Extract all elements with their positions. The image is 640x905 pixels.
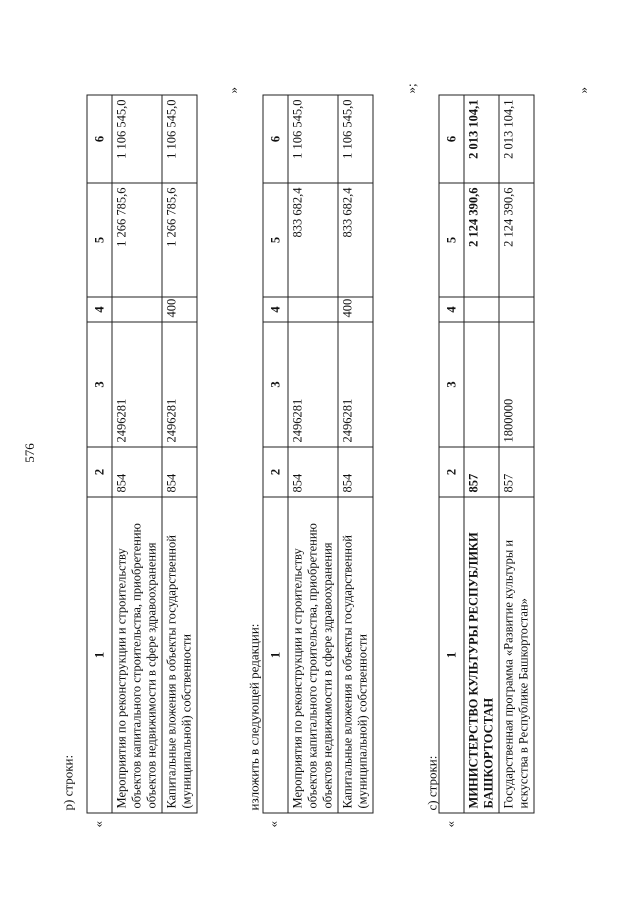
table-row — [112, 95, 162, 813]
table-edit — [262, 94, 373, 813]
table-s — [438, 94, 534, 813]
section-label-edit: изложить в следующей редакции: — [246, 623, 261, 810]
section-label-r: р) строки: — [60, 754, 75, 810]
cell-article: 2496281 — [338, 322, 373, 447]
table-r — [86, 94, 197, 813]
header-cell: 6 — [87, 95, 112, 183]
cell-type — [288, 297, 338, 322]
cell-type — [499, 297, 534, 322]
cell-chapter: 857 — [499, 447, 534, 497]
cell-chapter: 854 — [288, 447, 338, 497]
cell-amount-2: 1 106 545,0 — [162, 95, 197, 183]
cell-amount-2: 1 106 545,0 — [338, 95, 373, 183]
header-cell: 1 — [87, 497, 112, 813]
cell-article: 2496281 — [288, 322, 338, 447]
open-quote-edit: « — [265, 820, 280, 827]
table-header-row — [263, 95, 288, 813]
header-cell: 2 — [263, 447, 288, 497]
table-header-row — [439, 95, 464, 813]
cell-article: 1800000 — [499, 322, 534, 447]
header-cell: 4 — [87, 297, 112, 322]
cell-amount-1: 833 682,4 — [338, 183, 373, 297]
table-row — [288, 95, 338, 813]
cell-amount-2: 2 013 104,1 — [464, 95, 499, 183]
table-row — [464, 95, 499, 813]
close-quote-r: » — [225, 86, 240, 93]
header-cell: 3 — [263, 322, 288, 447]
cell-chapter: 854 — [162, 447, 197, 497]
cell-type — [112, 297, 162, 322]
header-cell: 1 — [439, 497, 464, 813]
cell-amount-1: 833 682,4 — [288, 183, 338, 297]
cell-amount-1: 2 124 390,6 — [499, 183, 534, 297]
cell-type: 400 — [162, 297, 197, 322]
row-name: Капитальные вложения в объекты государственной (муниципальной) собственности — [338, 497, 373, 813]
cell-amount-2: 1 106 545,0 — [288, 95, 338, 183]
cell-amount-1: 1 266 785,6 — [112, 183, 162, 297]
cell-article: 2496281 — [162, 322, 197, 447]
page-number: 576 — [22, 443, 37, 463]
header-cell: 2 — [87, 447, 112, 497]
open-quote-s: « — [442, 820, 457, 827]
cell-type: 400 — [338, 297, 373, 322]
table-row — [162, 95, 197, 813]
close-quote-s: » — [575, 86, 590, 93]
open-quote-r: « — [90, 820, 105, 827]
cell-amount-1: 2 124 390,6 — [464, 183, 499, 297]
header-cell: 5 — [263, 183, 288, 297]
header-cell: 6 — [263, 95, 288, 183]
cell-chapter: 854 — [338, 447, 373, 497]
header-cell: 3 — [439, 322, 464, 447]
row-name: Мероприятия по реконструкции и строительству объектов капитального строительства, приобретению объектов недвижимости в сфере здравоохранения — [288, 497, 338, 813]
row-name: МИНИСТЕРСТВО КУЛЬТУРЫ РЕСПУБЛИКИ БАШКОРТОСТАН — [464, 497, 499, 813]
cell-article — [464, 322, 499, 447]
cell-chapter: 854 — [112, 447, 162, 497]
table-header-row — [87, 95, 112, 813]
header-cell: 5 — [439, 183, 464, 297]
header-cell: 2 — [439, 447, 464, 497]
section-label-s: с) строки: — [424, 755, 439, 810]
row-name: Государственная программа «Развитие культуры и искусства в Республике Башкортостан» — [499, 497, 534, 813]
row-name: Капитальные вложения в объекты государственной (муниципальной) собственности — [162, 497, 197, 813]
header-cell: 4 — [263, 297, 288, 322]
header-cell: 4 — [439, 297, 464, 322]
cell-type — [464, 297, 499, 322]
header-cell: 3 — [87, 322, 112, 447]
header-cell: 6 — [439, 95, 464, 183]
cell-article: 2496281 — [112, 322, 162, 447]
row-name: Мероприятия по реконструкции и строительству объектов капитального строительства, приобретению объектов недвижимости в сфере здравоохранения — [112, 497, 162, 813]
cell-chapter: 857 — [464, 447, 499, 497]
table-row — [338, 95, 373, 813]
header-cell: 1 — [263, 497, 288, 813]
table-row — [499, 95, 534, 813]
close-quote-edit: »; — [403, 82, 418, 93]
cell-amount-2: 2 013 104,1 — [499, 95, 534, 183]
cell-amount-1: 1 266 785,6 — [162, 183, 197, 297]
cell-amount-2: 1 106 545,0 — [112, 95, 162, 183]
header-cell: 5 — [87, 183, 112, 297]
